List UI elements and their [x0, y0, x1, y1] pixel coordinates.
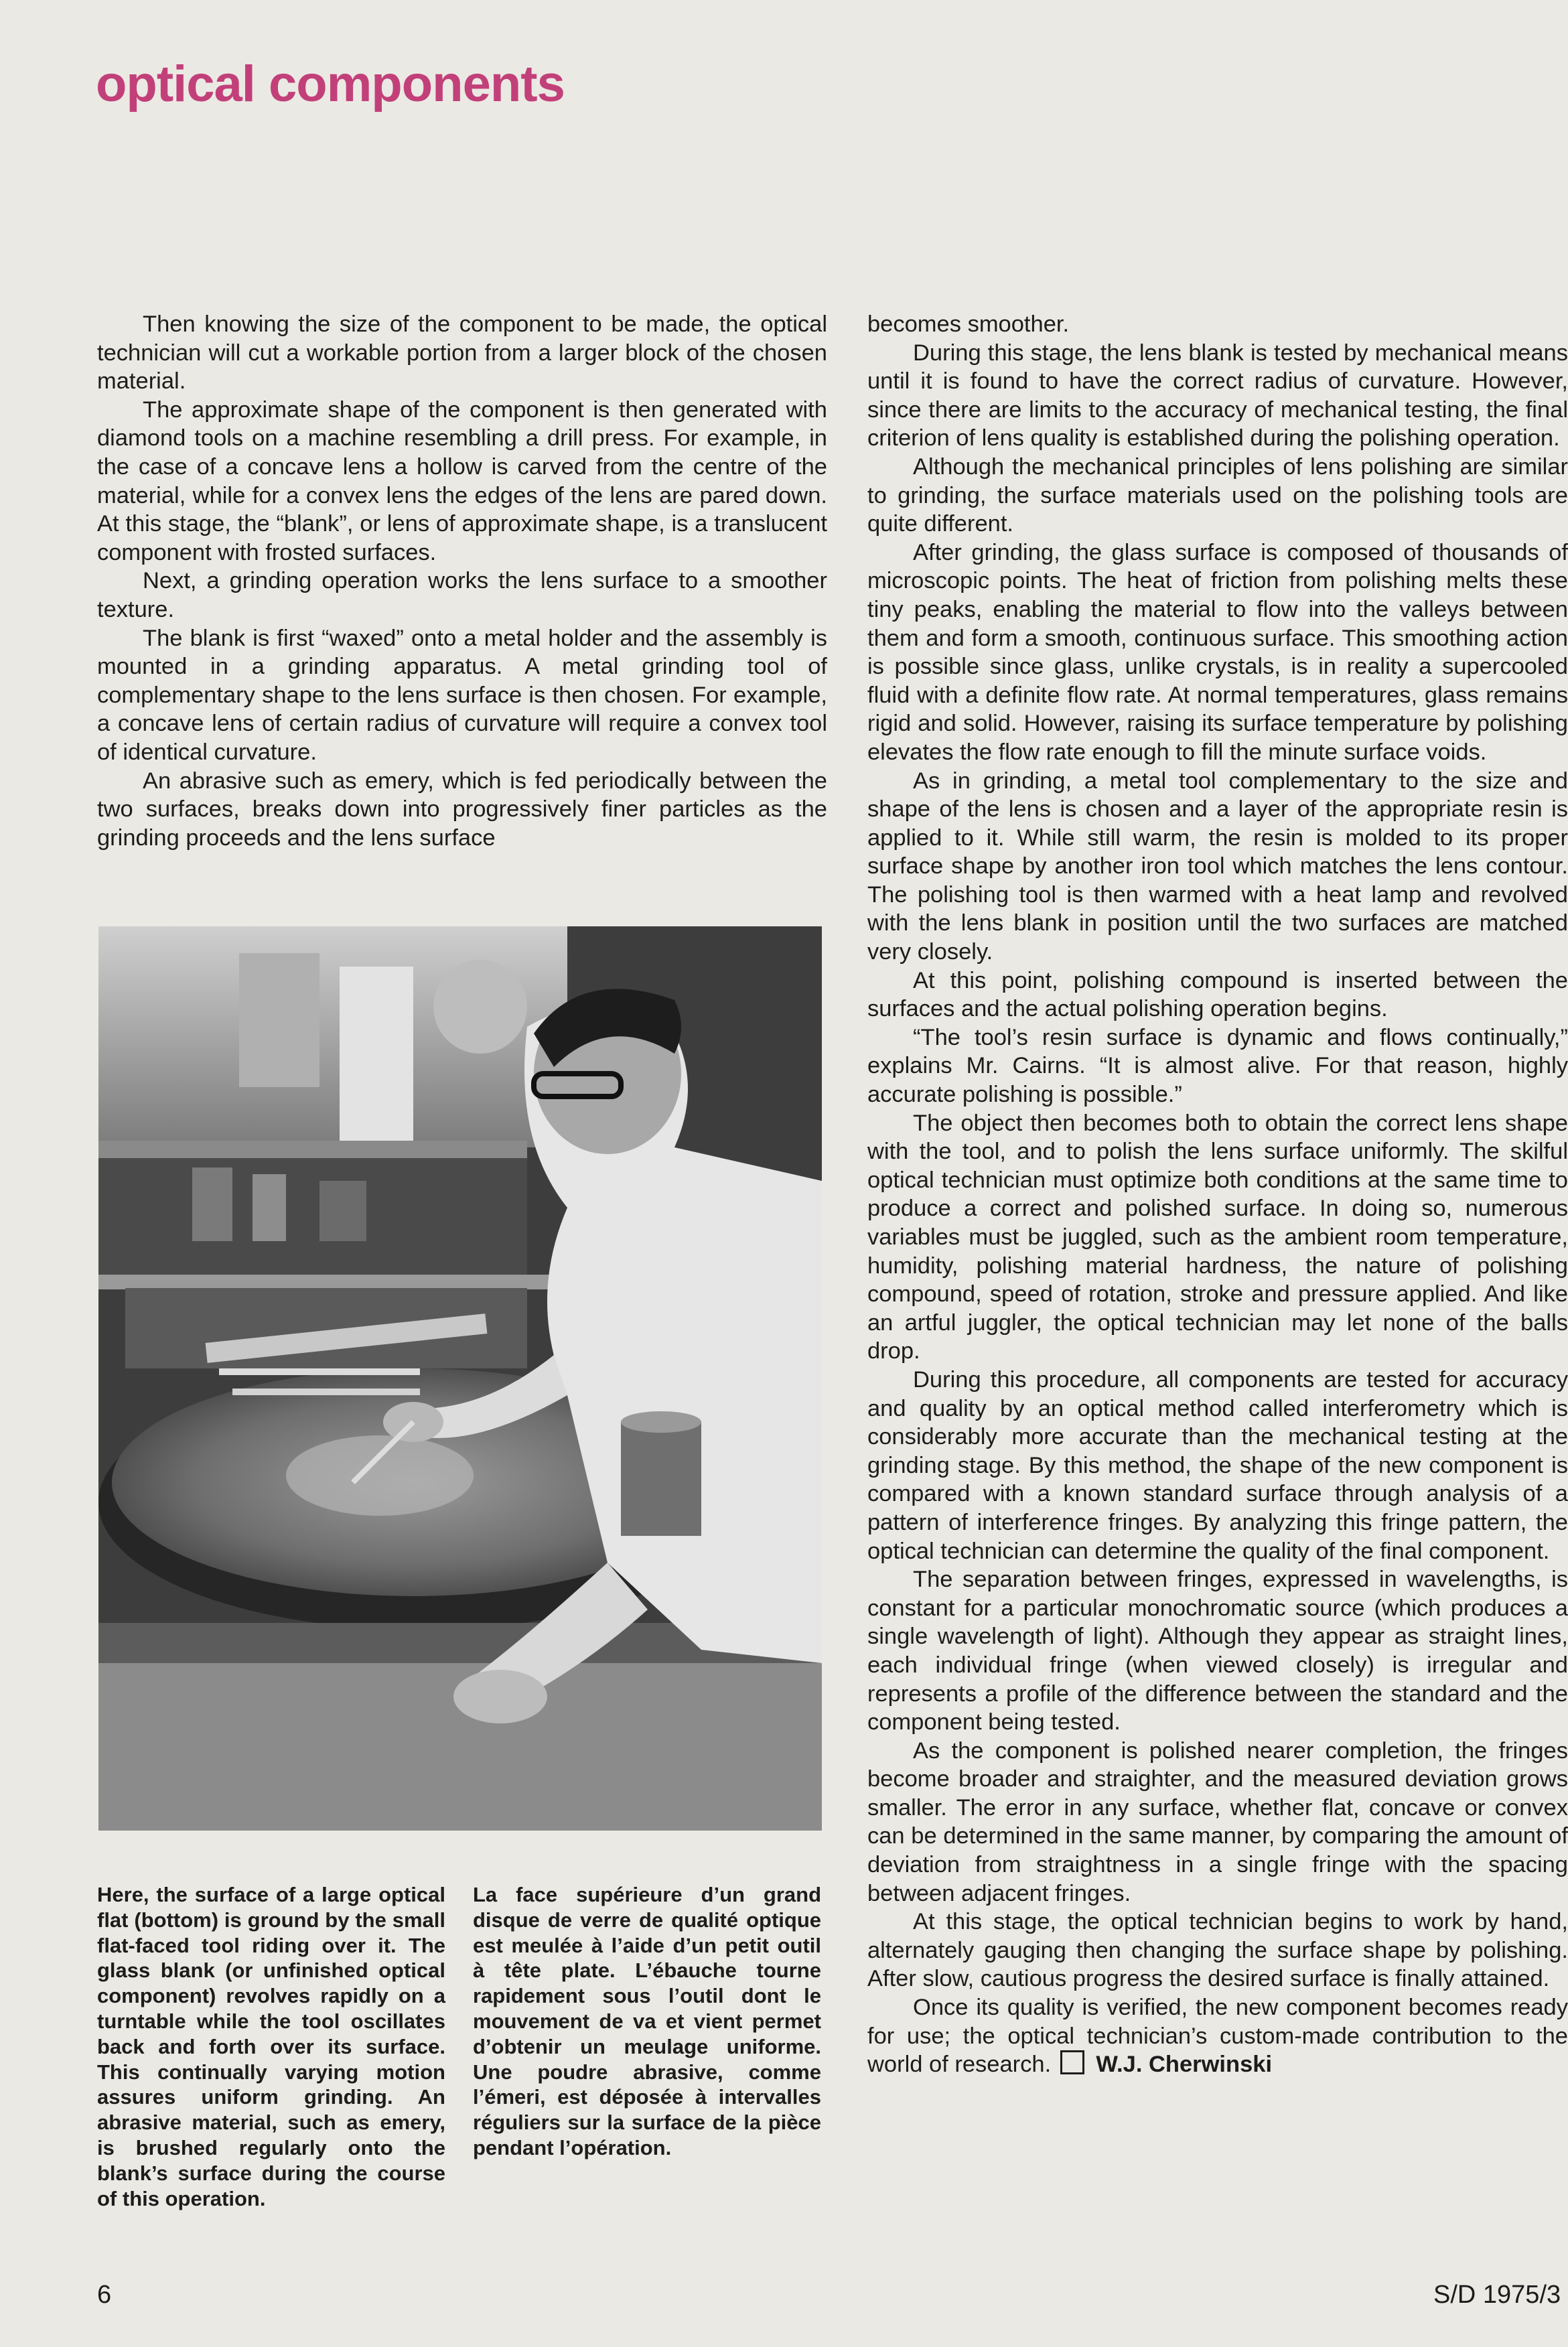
- paragraph: After grinding, the glass surface is composed of thousands of microscopic points. The heat of friction from polishing melts these tiny peaks, enabling the material to flow into the valleys between them and form a smooth, continuous surface. This smoothing action is possible since glass, unlike crystals, is in reality a supercooled fluid with a definite flow rate. At normal temperatures, glass remains rigid and solid. However, raising its surface temperature by polishing elevates the flow rate enough to fill the minute surface voids.: [867, 539, 1568, 765]
- paragraph: “The tool’s resin surface is dynamic and flows continually,” explains Mr. Cairns. “It is almost alive. For that reason, highly accurate polishing is possible.”: [867, 1024, 1568, 1108]
- photo-caption-english: Here, the surface of a large optical flat (bottom) is ground by the small flat-faced tool riding over it. The glass blank (or unfinished optical component) revolves rapidly on a turntable while the tool oscillates back and forth over its surface. This continually varying motion assures uniform grinding. An abrasive material, such as emery, is brushed regularly onto the blank’s surface during the course of this operation.: [97, 1883, 445, 2210]
- paragraph-continuation: becomes smoother.: [867, 311, 1070, 337]
- article-right-column: [867, 310, 1568, 2079]
- end-mark-icon: [1060, 2050, 1084, 2074]
- paragraph: At this point, polishing compound is inserted between the surfaces and the actual polishing operation begins.: [867, 967, 1568, 1022]
- paragraph: Next, a grinding operation works the lens surface to a smoother texture.: [97, 568, 827, 622]
- page-number: 6: [97, 2281, 112, 2309]
- page-title: optical components: [96, 56, 565, 113]
- issue-label: S/D 1975/3: [1433, 2281, 1561, 2309]
- paragraph: Although the mechanical principles of lens polishing are similar to grinding, the surface materials used on the polishing tools are quite different.: [867, 453, 1568, 537]
- article-left-column: [97, 310, 827, 852]
- paragraph: During this procedure, all components are tested for accuracy and quality by an optical method called interferometry which is considerably more accurate than the mechanical testing at the grinding stage. By this method, the shape of the new component is compared with a known standard surface through analysis of a pattern of interference fringes. By analyzing this fringe pattern, the optical technician can determine the quality of the final component.: [867, 1366, 1568, 1564]
- paragraph: During this stage, the lens blank is tested by mechanical means until it is found to have the correct radius of curvature. However, since there are limits to the accuracy of mechanical testing, the final criterion of lens quality is established during the polishing operation.: [867, 340, 1568, 451]
- photo-caption-french: La face supérieure d’un grand disque de verre de qualité optique est meulée à l’aide d’un petit outil à tête plate. L’ébauche tourne rapidement sous l’outil dont le mouvement de va et vient permet d’obtenir un meulage uniforme. Une poudre abrasive, comme l’émeri, est déposée à intervalles réguliers sur la surface de la pièce pendant l’opération.: [473, 1883, 821, 2159]
- paragraph: Then knowing the size of the component to be made, the optical technician will cut a workable portion from a larger block of the chosen material.: [97, 311, 827, 395]
- paragraph: The object then becomes both to obtain the correct lens shape with the tool, and to polish the lens surface uniformly. The skilful optical technician must optimize both conditions at the same time to produce a correct and polished surface. In doing so, numerous variables must be juggled, such as the ambient room temperature, humidity, polishing material hardness, the nature of polishing compound, speed of rotation, stroke and pressure applied. And like an artful juggler, the optical technician may let none of the balls drop.: [867, 1110, 1568, 1364]
- paragraph: As in grinding, a metal tool complementary to the size and shape of the lens is chosen and a layer of the appropriate resin is applied to it. While still warm, the resin is molded to its proper surface shape by another iron tool which matches the lens contour. The polishing tool is then warmed with a heat lamp and revolved with the lens blank in position until the two surfaces are matched very closely.: [867, 768, 1568, 965]
- final-paragraph: [867, 1993, 1568, 2079]
- paragraph: The blank is first “waxed” onto a metal holder and the assembly is mounted in a grinding apparatus. A metal grinding tool of complementary shape to the lens surface is then chosen. For example, a concave lens of certain radius of curvature will require a convex tool of identical curvature.: [97, 625, 827, 765]
- paragraph: The separation between fringes, expressed in wavelengths, is constant for a particular monochromatic source (which produces a single wavelength of light). Although they appear as straight lines, each individual fringe (when viewed closely) is irregular and represents a profile of the difference between the standard and the component being tested.: [867, 1567, 1568, 1735]
- paragraph: At this stage, the optical technician begins to work by hand, alternately gauging then changing the surface shape by polishing. After slow, cautious progress the desired surface is finally attained.: [867, 1909, 1568, 1992]
- author-signature: W.J. Cherwinski: [1096, 2052, 1273, 2078]
- paragraph: As the component is polished nearer completion, the fringes become broader and straighter, and the measured deviation grows smaller. The error in any surface, whether flat, concave or convex can be determined in the same manner, by comparing the amount of deviation from straightness in a single fringe with the spacing between adjacent fringes.: [867, 1737, 1568, 1906]
- paragraph: The approximate shape of the component is then generated with diamond tools on a machine resembling a drill press. For example, in the case of a concave lens a hollow is carved from the centre of the material, while for a convex lens the edges of the lens are pared down. At this stage, the “blank”, or lens of approximate shape, is a translucent component with frosted surfaces.: [97, 397, 827, 565]
- final-paragraph-text: Once its quality is verified, the new component becomes ready for use; the optical technician’s custom-made contribution to the world of research.: [867, 1995, 1568, 2078]
- photo-technician-grinding-optical-flat: [98, 926, 822, 1831]
- paragraph: An abrasive such as emery, which is fed periodically between the two surfaces, breaks down into progressively finer particles as the grinding proceeds and the lens surface: [97, 768, 827, 851]
